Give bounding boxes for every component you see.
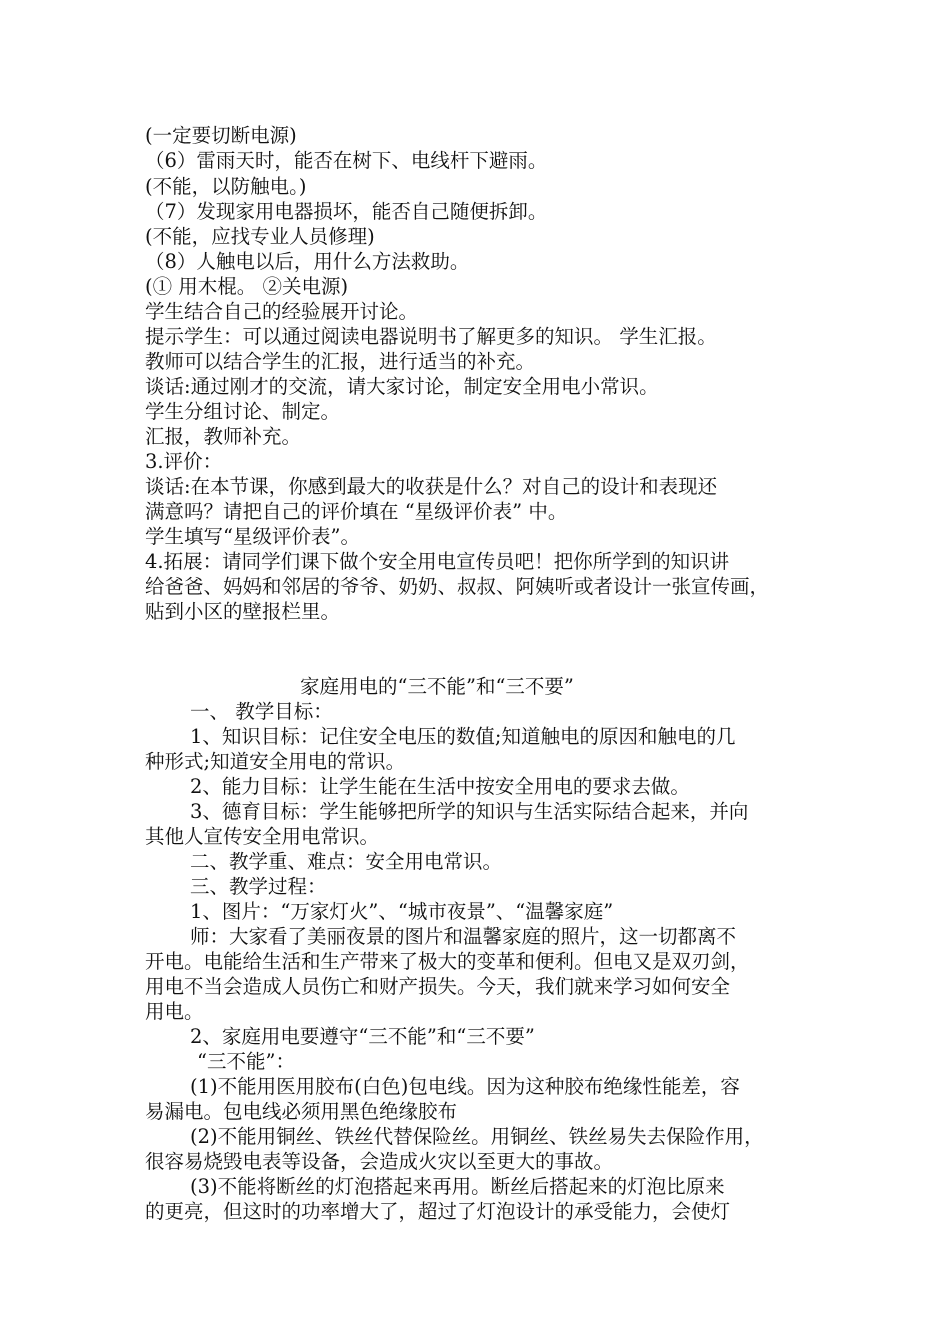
text-line: 开电。电能给生活和生产带来了极大的变革和便利。但电又是双刃剑， [145,950,750,973]
text-line: 1、知识目标：记住安全电压的数值;知道触电的原因和触电的几 [190,725,736,748]
section-heading: 一、 教学目标： [190,700,333,723]
text-line: (1)不能用医用胶布(白色)包电线。因为这种胶布绝缘性能差，容 [190,1075,740,1098]
text-line: 提示学生：可以通过阅读电器说明书了解更多的知识。 学生汇报。 [145,325,717,348]
section-heading: 二、教学重、难点：安全用电常识。 [190,850,503,873]
text-line: (2)不能用铜丝、铁丝代替保险丝。用铜丝、铁丝易失去保险作用， [190,1125,764,1148]
document-title: 家庭用电的“三不能”和“三不要” [300,675,574,698]
text-line: 给爸爸、妈妈和邻居的爷爷、奶奶、叔叔、阿姨听或者设计一张宣传画， [145,575,770,598]
text-line: 谈话:通过刚才的交流，请大家讨论，制定安全用电小常识。 [145,375,659,398]
text-line: （7）发现家用电器损坏，能否自己随便拆卸。 [145,200,548,223]
text-line: 贴到小区的壁报栏里。 [145,600,341,623]
text-line: 1、图片：“万家灯火”、“城市夜景”、“温馨家庭” [190,900,614,923]
text-line: 学生填写“星级评价表”。 [145,525,360,548]
text-line: （6）雷雨天时，能否在树下、电线杆下避雨。 [145,149,548,172]
text-line: 4.拓展：请同学们课下做个安全用电宣传员吧！把你所学到的知识讲 [145,550,730,573]
text-line: 种形式;知道安全用电的常识。 [145,750,406,773]
text-line: （8）人触电以后，用什么方法救助。 [145,250,470,273]
text-line: (不能，以防触电。) [145,175,307,198]
text-line: (3)不能将断丝的灯泡搭起来再用。断丝后搭起来的灯泡比原来 [190,1175,725,1198]
subsection-heading: “三不能”： [197,1050,295,1073]
text-line: 的更亮，但这时的功率增大了，超过了灯泡设计的承受能力，会使灯 [145,1200,731,1223]
text-line: (一定要切断电源) [145,124,297,147]
text-line: (不能，应找专业人员修理) [145,225,375,248]
text-line: 教师可以结合学生的汇报，进行适当的补充。 [145,350,536,373]
text-line: 汇报，教师补充。 [145,425,302,448]
text-line: 用电不当会造成人员伤亡和财产损失。今天，我们就来学习如何安全 [145,975,731,998]
text-line: 易漏电。包电线必须用黑色绝缘胶布 [145,1100,458,1123]
text-line: 很容易烧毁电表等设备，会造成火灾以至更大的事故。 [145,1150,614,1173]
text-line: 师：大家看了美丽夜景的图片和温馨家庭的照片，这一切都离不 [190,925,737,948]
text-line: (① 用木棍。 ②关电源) [145,275,349,298]
text-line: 谈话:在本节课，你感到最大的收获是什么？对自己的设计和表现还 [145,475,718,498]
text-line: 3、德育目标：学生能够把所学的知识与生活实际结合起来，并向 [190,800,749,823]
text-line: 2、家庭用电要遵守“三不能”和“三不要” [190,1025,535,1048]
text-line: 满意吗？请把自己的评价填在 “星级评价表” 中。 [145,500,568,523]
section-heading: 3.评价： [145,450,223,473]
text-line: 其他人宣传安全用电常识。 [145,825,380,848]
text-line: 学生分组讨论、制定。 [145,400,341,423]
text-line: 学生结合自己的经验展开讨论。 [145,300,419,323]
text-line: 用电。 [145,1000,204,1023]
text-line: 2、能力目标：让学生能在生活中按安全用电的要求去做。 [190,775,690,798]
section-heading: 三、教学过程： [190,875,327,898]
